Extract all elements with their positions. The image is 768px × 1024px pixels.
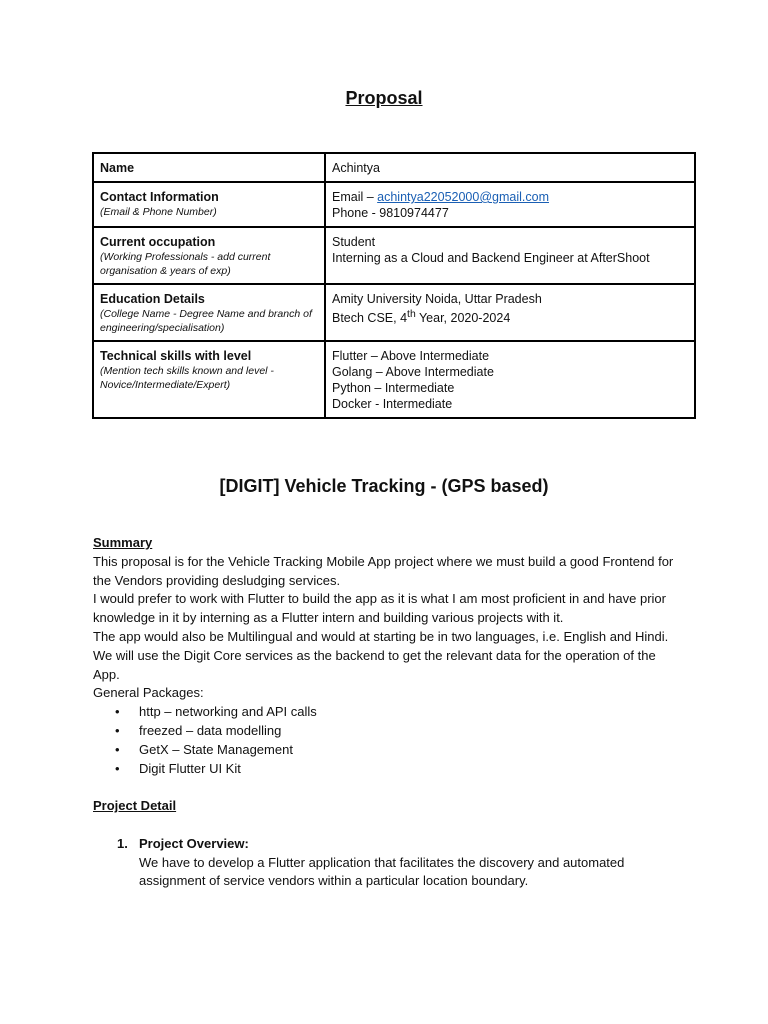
project-detail-heading: Project Detail bbox=[93, 798, 177, 814]
row-hint-education: (College Name - Degree Name and branch of engineering/specialisation) bbox=[100, 308, 312, 334]
table-row bbox=[93, 227, 695, 284]
summary-paragraph: The app would also be Multilingual and would at starting be in two languages, i.e. English and Hindi. We will use the Digit Core services as the backend to get the relevant data for the operation of the App. bbox=[93, 628, 669, 682]
summary-paragraph: This proposal is for the Vehicle Tracking Mobile App project where we must build a good Frontend for the Vendors providing desludging services. bbox=[93, 553, 674, 588]
row-label-skills: Technical skills with level bbox=[100, 349, 252, 363]
row-hint-occupation: (Working Professionals - add current organisation & years of exp) bbox=[100, 251, 271, 277]
project-detail-list bbox=[93, 835, 683, 891]
occupation-detail: Interning as a Cloud and Backend Engineer at AfterShoot bbox=[332, 251, 650, 265]
skill-item: Docker - Intermediate bbox=[332, 397, 453, 411]
page-title: Proposal bbox=[345, 88, 423, 108]
skill-item: Python – Intermediate bbox=[332, 381, 455, 395]
row-label-education: Education Details bbox=[100, 292, 205, 306]
email-prefix: Email – bbox=[332, 190, 378, 204]
table-row bbox=[93, 341, 695, 418]
bullet-icon: • bbox=[115, 741, 120, 757]
table-row bbox=[93, 182, 695, 227]
packages-label: General Packages: bbox=[93, 685, 204, 701]
bullet-icon: • bbox=[115, 704, 120, 720]
skill-item: Flutter – Above Intermediate bbox=[332, 349, 490, 363]
item-title: Project Overview: bbox=[139, 835, 249, 851]
info-table bbox=[92, 152, 696, 419]
list-item: • Digit Flutter UI Kit bbox=[93, 760, 683, 779]
occupation-value: Student bbox=[332, 235, 376, 249]
summary-paragraph: I would prefer to work with Flutter to build the app as it is what I am most proficient in and have prior knowledge in it by interning as a Flutter intern and building various projects with it. bbox=[93, 591, 666, 626]
row-hint-contact: (Email & Phone Number) bbox=[100, 206, 217, 218]
summary-heading: Summary bbox=[93, 535, 153, 550]
phone-value: Phone - 9810974477 bbox=[332, 206, 449, 220]
email-line bbox=[332, 189, 688, 205]
list-item: • http – networking and API calls bbox=[93, 703, 683, 722]
table-row bbox=[93, 153, 695, 182]
degree-value: Btech CSE, 4th Year, 2020-2024 bbox=[332, 309, 511, 326]
name-value: Achintya bbox=[332, 161, 380, 175]
email-link[interactable]: achintya22052000@gmail.com bbox=[377, 190, 549, 204]
list-item: • freezed – data modelling bbox=[93, 722, 683, 741]
project-title: [DIGIT] Vehicle Tracking - (GPS based) bbox=[219, 476, 549, 496]
packages-list bbox=[93, 703, 683, 778]
skill-item: Golang – Above Intermediate bbox=[332, 365, 494, 379]
list-item: • GetX – State Management bbox=[93, 741, 683, 760]
table-row bbox=[93, 284, 695, 341]
row-label-name: Name bbox=[100, 161, 135, 175]
row-label-contact: Contact Information bbox=[100, 190, 219, 204]
bullet-icon: • bbox=[115, 760, 120, 776]
item-text: We have to develop a Flutter application that facilitates the discovery and automated assignment of service vendors within a particular location boundary. bbox=[139, 854, 625, 889]
list-item bbox=[93, 835, 683, 891]
proposal-body bbox=[93, 534, 683, 891]
item-number: 1. bbox=[117, 835, 128, 851]
bullet-icon: • bbox=[115, 722, 120, 738]
row-label-occupation: Current occupation bbox=[100, 235, 216, 249]
university-value: Amity University Noida, Uttar Pradesh bbox=[332, 292, 542, 306]
row-hint-skills: (Mention tech skills known and level - Novice/Intermediate/Expert) bbox=[100, 365, 274, 391]
